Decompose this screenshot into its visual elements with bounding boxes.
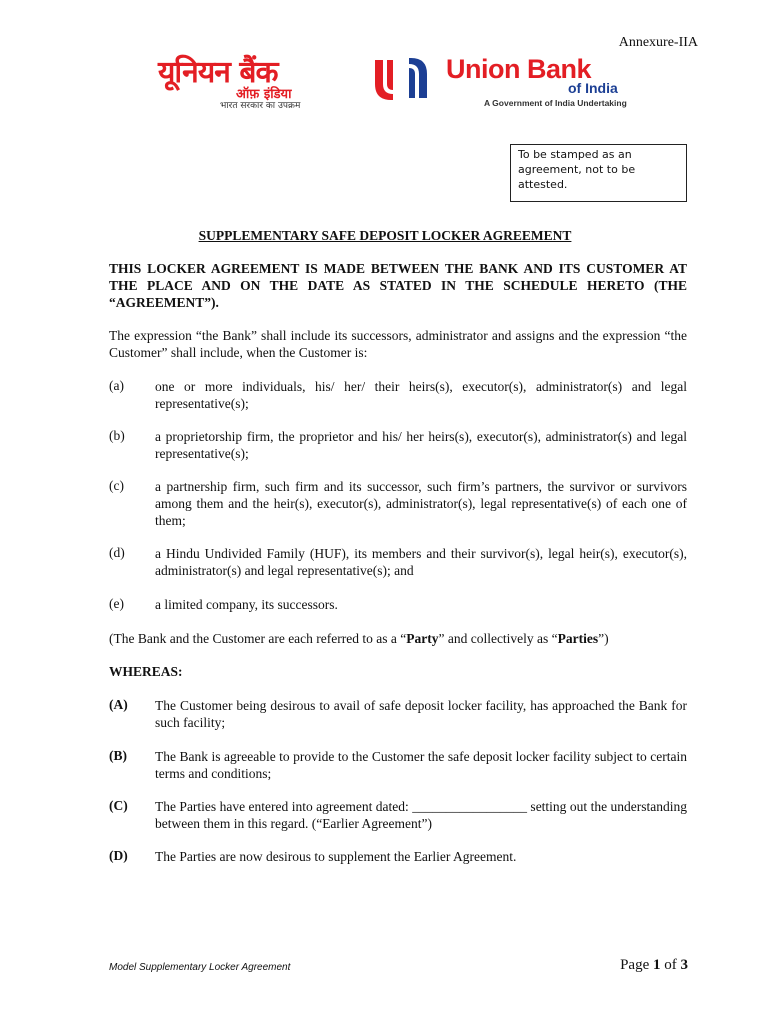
- document-title: SUPPLEMENTARY SAFE DEPOSIT LOCKER AGREEMENT: [198, 228, 572, 243]
- whereas-label: (A): [109, 697, 128, 712]
- whereas-text: The Customer being desirous to avail of safe deposit locker facility, has approached the Bank for such facility;: [155, 698, 687, 730]
- whereas-label: (D): [109, 848, 128, 863]
- logo-english-sub: of India: [568, 80, 618, 96]
- whereas-label: (C): [109, 798, 128, 813]
- intro-paragraph: THIS LOCKER AGREEMENT IS MADE BETWEEN THE BANK AND ITS CUSTOMER AT THE PLACE AND ON THE DATE AS STATED IN THE SCHEDULE HERETO (THE “AGREEMENT”).: [109, 261, 687, 310]
- logo-hindi-name: यूनियन बैंक: [158, 55, 278, 90]
- customer-type-text: a limited company, its successors.: [155, 597, 338, 612]
- customer-type-label: (e): [109, 596, 124, 611]
- parties-term: Parties: [557, 631, 599, 646]
- bank-logo: [158, 50, 638, 112]
- annexure-label: Annexure-IIA: [618, 35, 698, 50]
- customer-type-text: a proprietorship firm, the proprietor and his/ her heirs(s), executor(s), administrator(s) and legal representative(s);: [155, 429, 687, 461]
- whereas-text: The Parties have entered into agreement dated: _________________ setting out the understanding between them in this regard. (“Earlier Agreement”): [155, 799, 687, 831]
- parties-text-pre: (The Bank and the Customer are each referred to as a “: [109, 631, 407, 646]
- parties-text-mid: ” and collectively as “: [438, 631, 558, 646]
- customer-type-text: a partnership firm, such firm and its successor, such firm’s partners, the survivor or survivors among them and the heir(s), executor(s), administrator(s), legal representative(s) of each one of them;: [155, 479, 687, 528]
- customer-type-text: a Hindu Undivided Family (HUF), its members and their survivor(s), legal heir(s), executor(s), administrator(s) and legal representative(s); and: [155, 546, 687, 578]
- total-pages: 3: [680, 957, 688, 973]
- customer-type-label: (d): [109, 545, 125, 560]
- union-bank-emblem-icon: [363, 54, 439, 104]
- customer-type-label: (c): [109, 478, 124, 493]
- whereas-text: The Parties are now desirous to supplement the Earlier Agreement.: [155, 849, 517, 864]
- logo-english-name: Union Bank: [446, 54, 592, 84]
- stamp-note-box: To be stamped as an agreement, not to be attested.: [510, 144, 687, 202]
- logo-english-tagline: A Government of India Undertaking: [484, 98, 627, 108]
- logo-hindi-sub: ऑफ़ इंडिया: [236, 87, 292, 102]
- page-number: [620, 957, 688, 974]
- current-page: 1: [653, 957, 661, 973]
- customer-type-text: one or more individuals, his/ her/ their heirs(s), executor(s), administrator(s) and legal representative(s);: [155, 379, 687, 411]
- customer-type-label: (a): [109, 378, 124, 393]
- parties-text-post: ”): [598, 631, 609, 646]
- parties-definition: [109, 630, 687, 647]
- party-term: Party: [406, 631, 439, 646]
- footer-doc-name: Model Supplementary Locker Agreement: [109, 962, 291, 973]
- customer-type-label: (b): [109, 428, 125, 443]
- page-word: Page: [620, 957, 650, 973]
- whereas-label: (B): [109, 748, 127, 763]
- logo-hindi-tagline: भारत सरकार का उपक्रम: [220, 101, 301, 111]
- whereas-heading: WHEREAS:: [109, 664, 183, 679]
- of-word: of: [664, 957, 677, 973]
- expression-paragraph: The expression “the Bank” shall include its successors, administrator and assigns and the expression “the Customer” shall include, when the Customer is:: [109, 328, 687, 360]
- whereas-text: The Bank is agreeable to provide to the Customer the safe deposit locker facility subject to certain terms and conditions;: [155, 749, 687, 781]
